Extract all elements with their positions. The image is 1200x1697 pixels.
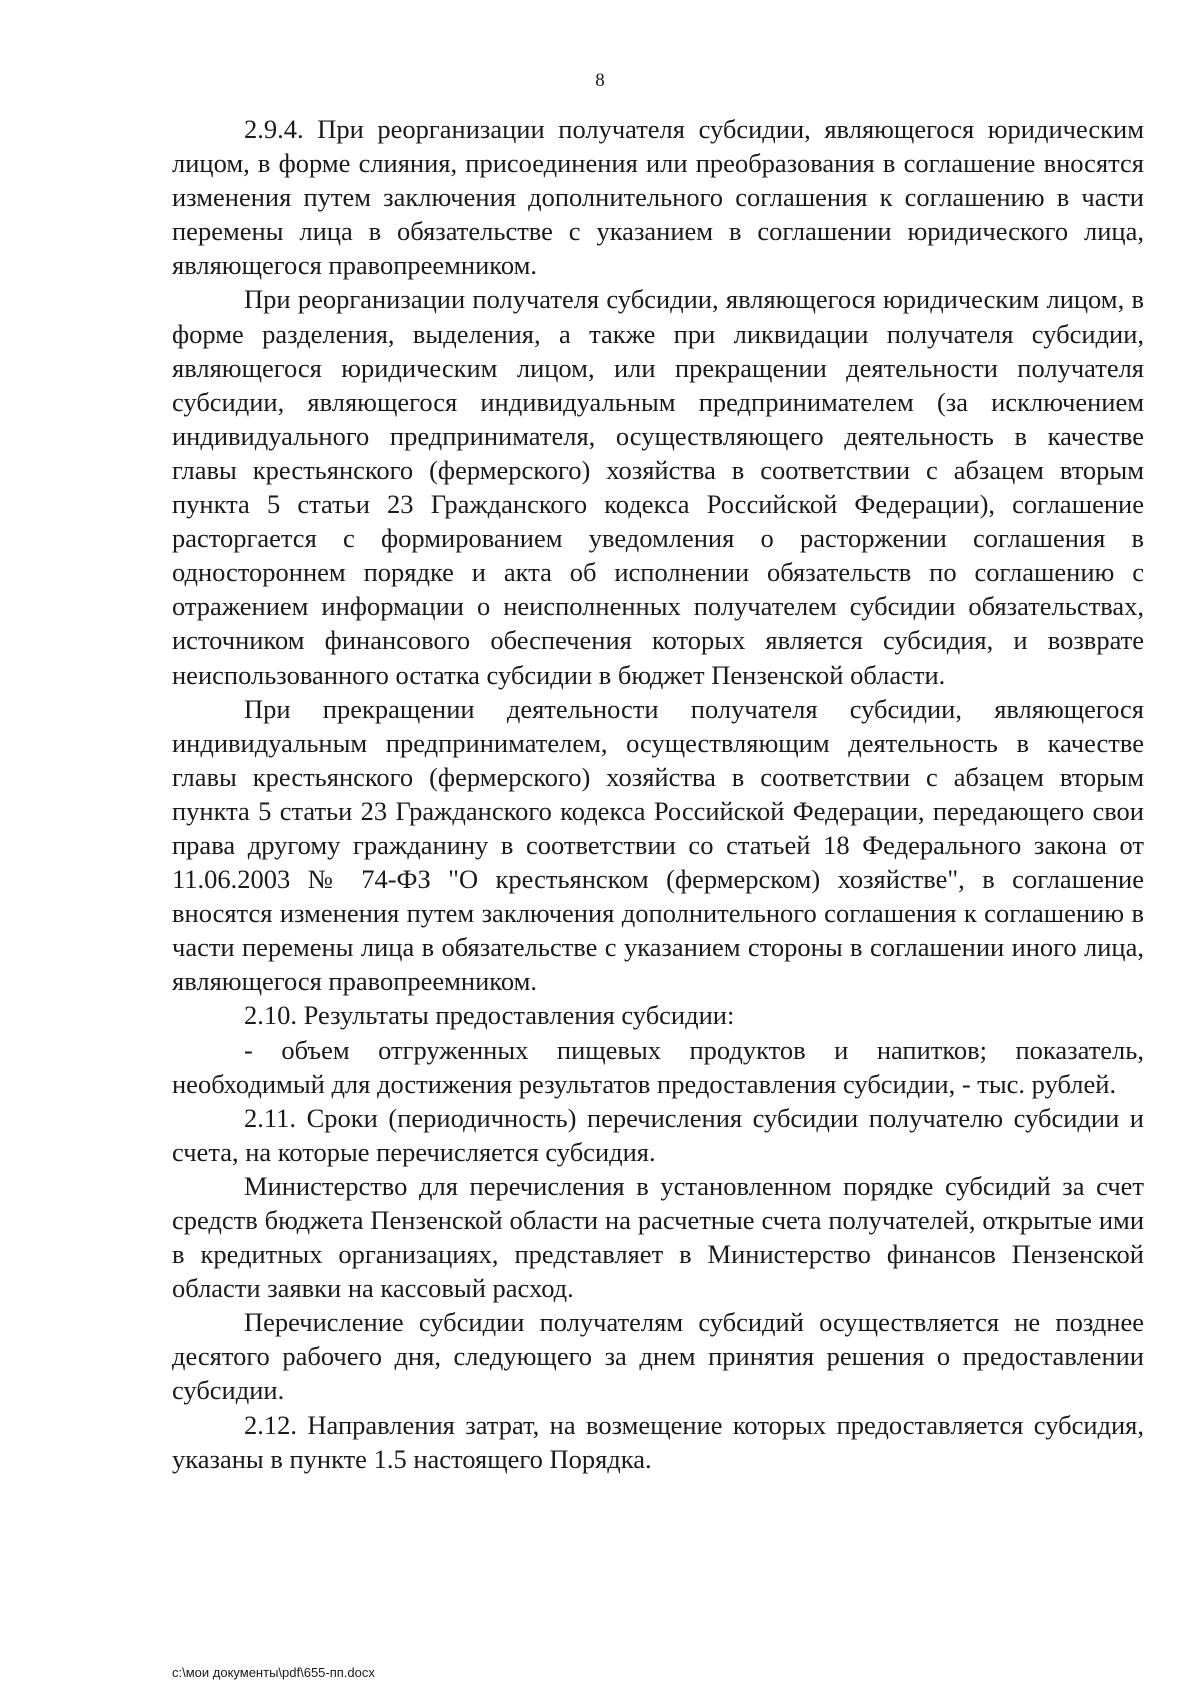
page-number: 8 bbox=[595, 70, 605, 91]
footer-file-path: c:\мои документы\pdf\655-пп.docx bbox=[172, 1665, 375, 1680]
paragraph-2-10: 2.10. Результаты предоставления субсидии: bbox=[244, 1000, 735, 1031]
paragraph-2-9-4: 2.9.4. При реорганизации получателя субсидии, являющегося юридическим лицом, в форме слияния, присоединения или преобразования в соглашение вносятся изменения путем заключения дополнительного соглашения к соглашению в части перемены лица в обязательстве с указанием в соглашении юридического лица, являющегося правопреемником. bbox=[172, 114, 1144, 281]
paragraph-farm-termination: При прекращении деятельности получателя субсидии, являющегося индивидуальным предпринимателем, осуществляющим деятельность в качестве главы крестьянского (фермерского) хозяйства в соответствии с абзацем вторым пункта 5 статьи 23 Гражданского кодекса Российской Федерации, передающего свои права другому гражданину в соответствии со статьей 18 Федерального закона от 11.06.2003 № 74-ФЗ "О крестьянском (фермерском) хозяйстве", в соглашение вносятся изменения путем заключения дополнительного соглашения к соглашению в части перемены лица в обязательстве с указанием стороны в соглашении иного лица, являющегося правопреемником. bbox=[172, 693, 1144, 997]
document-body bbox=[172, 112, 1144, 1476]
paragraph-2-12: 2.12. Направления затрат, на возмещение которых предоставляется субсидия, указаны в пункте 1.5 настоящего Порядка. bbox=[172, 1409, 1144, 1474]
paragraph-transfer-deadline: Перечисление субсидии получателям субсидий осуществляется не позднее десятого рабочего дня, следующего за днем принятия решения о предоставлении субсидии. bbox=[172, 1307, 1144, 1406]
paragraph-reorganization-division: При реорганизации получателя субсидии, являющегося юридическим лицом, в форме разделения, выделения, а также при ликвидации получателя субсидии, являющегося юридическим лицом, или прекращении деятельности получателя субсидии, являющегося индивидуальным предпринимателем (за исключением индивидуального предпринимателя, осуществляющего деятельность в качестве главы крестьянского (фермерского) хозяйства в соответствии с абзацем вторым пункта 5 статьи 23 Гражданского кодекса Российской Федерации), соглашение расторгается с формированием уведомления о расторжении соглашения в одностороннем порядке и акта об исполнении обязательств по соглашению с отражением информации о неисполненных получателем субсидии обязательствах, источником финансового обеспечения которых является субсидия, и возврате неиспользованного остатка субсидии в бюджет Пензенской области. bbox=[172, 284, 1144, 690]
paragraph-results-item: - объем отгруженных пищевых продуктов и напитков; показатель, необходимый для достижения результатов предоставления субсидии, - тыс. рублей. bbox=[172, 1034, 1144, 1099]
paragraph-2-11: 2.11. Сроки (периодичность) перечисления субсидии получателю субсидии и счета, на которые перечисляется субсидия. bbox=[172, 1102, 1144, 1167]
paragraph-ministry-transfer: Министерство для перечисления в установленном порядке субсидий за счет средств бюджета Пензенской области на расчетные счета получателей, открытые ими в кредитных организациях, представляет в Министерство финансов Пензенской области заявки на кассовый расход. bbox=[172, 1170, 1144, 1304]
